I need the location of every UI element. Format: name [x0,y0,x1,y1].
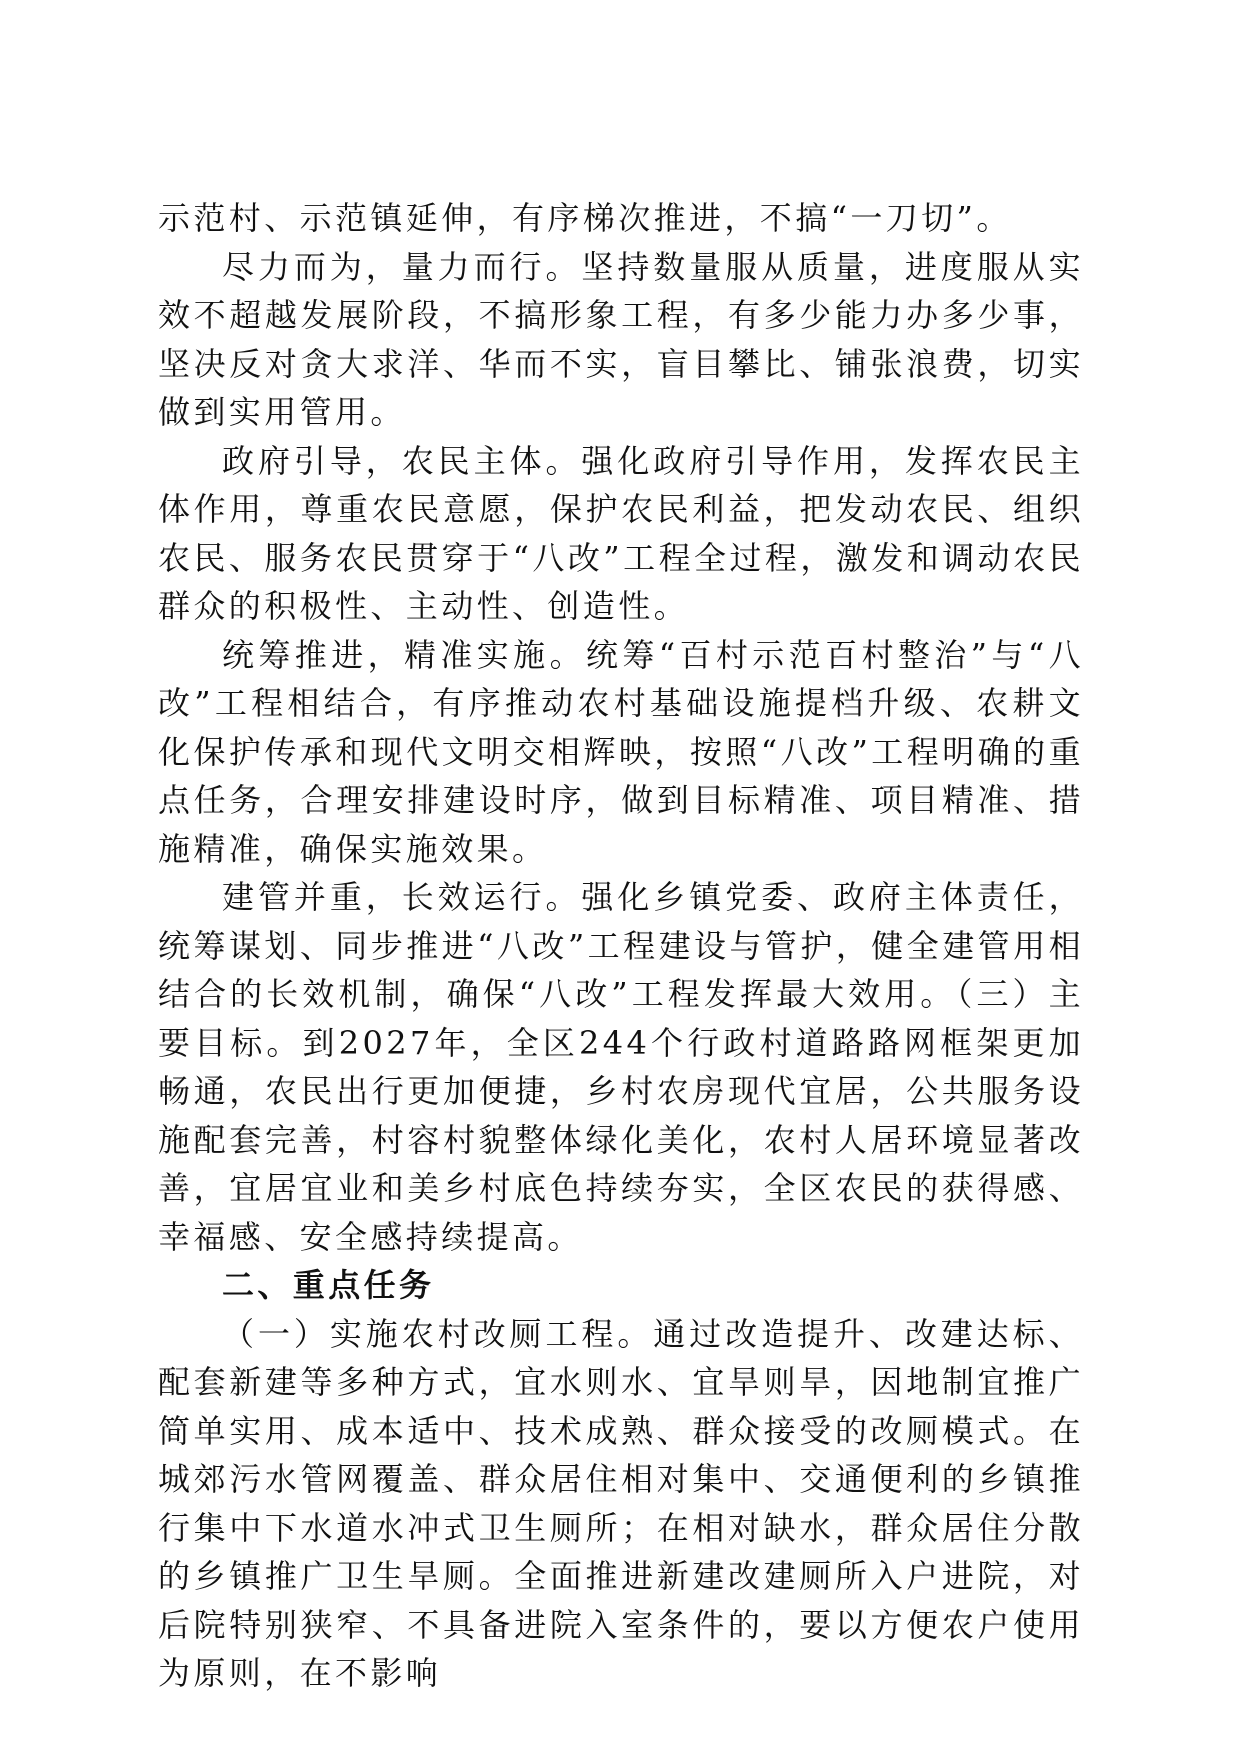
paragraph-toilet-project: （一）实施农村改厕工程。通过改造提升、改建达标、配套新建等多种方式，宜水则水、宜旱则旱，因地制宜推广简单实用、成本适中、技术成熟、群众接受的改厕模式。在城郊污水管网覆盖、群众居住相对集中、交通便利的乡镇推行集中下水道水冲式卫生厕所；在相对缺水，群众居住分散的乡镇推广卫生旱厕。全面推进新建改建厕所入户进院，对后院特别狭窄、不具备进院入室条件的，要以方便农户使用为原则，在不影响 [158,1314,1084,1692]
document-body [158,194,1084,1698]
section-heading-key-tasks: 二、重点任务 [222,1266,435,1304]
paragraph-principle-coordination: 统筹推进，精准实施。统筹“百村示范百村整治”与“八改”工程相结合，有序推动农村基础设施提档升级、农耕文化保护传承和现代文明交相辉映，按照“八改”工程明确的重点任务，合理安排建设时序，做到目标精准、项目精准、措施精准，确保实施效果。 [158,635,1084,868]
paragraph-principle-management-goals: 建管并重，长效运行。强化乡镇党委、政府主体责任，统筹谋划、同步推进“八改”工程建设与管护，健全建管用相结合的长效机制，确保“八改”工程发挥最大效用。（三）主要目标。到2027年，全区244个行政村道路路网框架更加畅通，农民出行更加便捷，乡村农房现代宜居，公共服务设施配套完善，村容村貌整体绿化美化，农村人居环境显著改善，宜居宜业和美乡村底色持续夯实，全区农民的获得感、幸福感、安全感持续提高。 [158,878,1084,1256]
paragraph-principle-farmers: 政府引导，农民主体。强化政府引导作用，发挥农民主体作用，尊重农民意愿，保护农民利益，把发动农民、组织农民、服务农民贯穿于“八改”工程全过程，激发和调动农民群众的积极性、主动性、创造性。 [158,441,1084,625]
paragraph-principle-capacity: 尽力而为，量力而行。坚持数量服从质量，进度服从实效不超越发展阶段，不搞形象工程，有多少能力办多少事，坚决反对贪大求洋、华而不实，盲目攀比、铺张浪费，切实做到实用管用。 [158,247,1084,431]
paragraph-continuation: 示范村、示范镇延伸，有序梯次推进，不搞“一刀切”。 [158,199,1012,237]
